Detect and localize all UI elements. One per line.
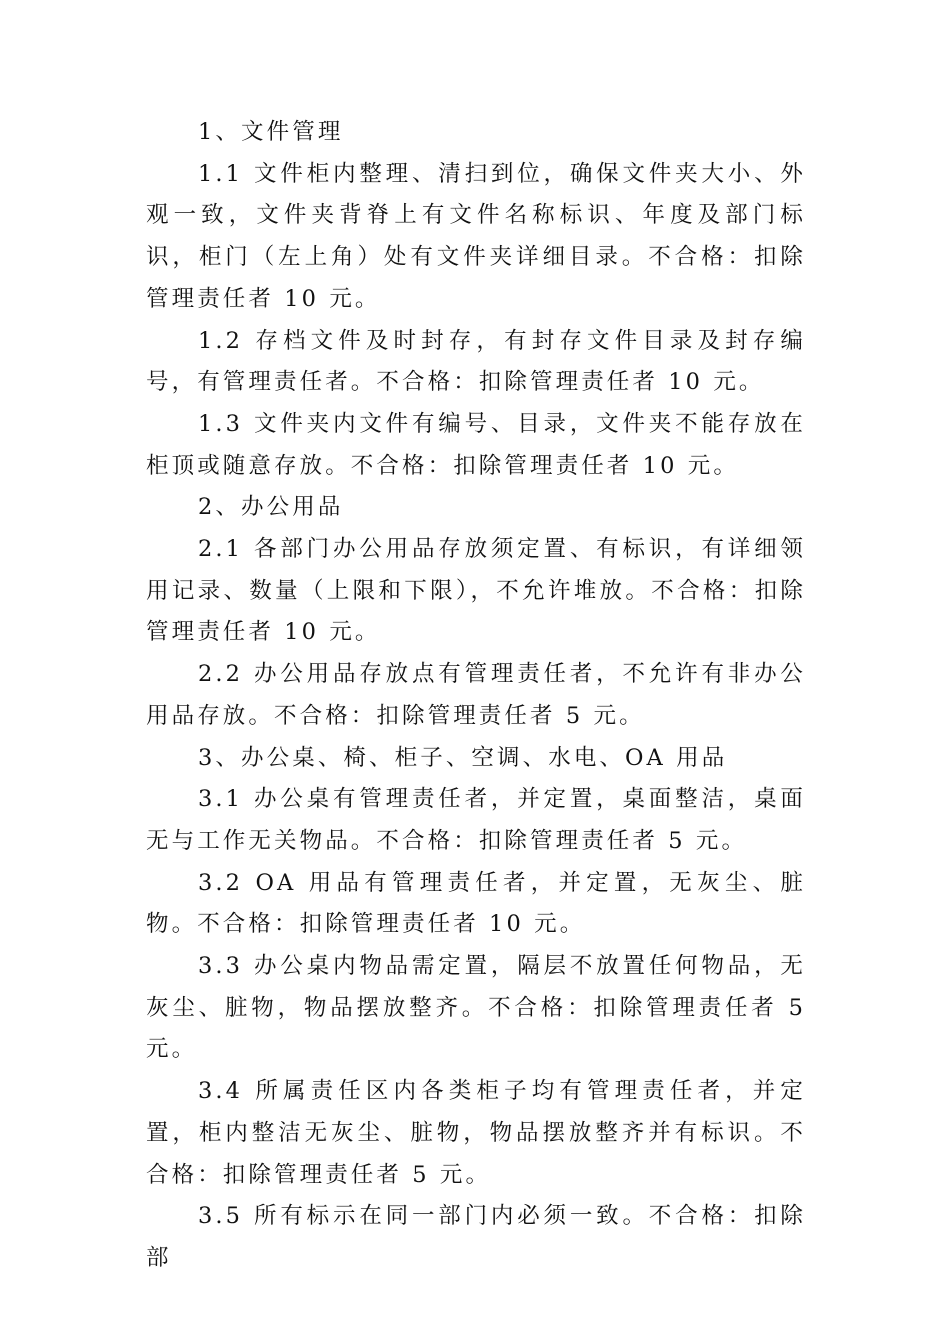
clause-3-2: 3.2 OA 用品有管理责任者，并定置，无灰尘、脏物。不合格：扣除管理责任者 10 元。 (146, 869, 806, 938)
clause-2-1: 2.1 各部门办公用品存放须定置、有标识，有详细领用记录、数量（上限和下限），不允许堆放。不合格：扣除管理责任者 10 元。 (146, 536, 806, 646)
clause-3-3: 3.3 办公桌内物品需定置，隔层不放置任何物品，无灰尘、脏物，物品摆放整齐。不合格：扣除管理责任者 5 元。 (146, 953, 806, 1063)
section-heading-2: 2、办公用品 (198, 494, 344, 521)
clause-3-4: 3.4 所属责任区内各类柜子均有管理责任者，并定置，柜内整洁无灰尘、脏物，物品摆放整齐并有标识。不合格：扣除管理责任者 5 元。 (146, 1078, 806, 1188)
section-heading-3: 3、办公桌、椅、柜子、空调、水电、OA 用品 (198, 744, 728, 771)
clause-1-1: 1.1 文件柜内整理、清扫到位，确保文件夹大小、外观一致，文件夹背脊上有文件名称标识、年度及部门标识，柜门（左上角）处有文件夹详细目录。不合格：扣除管理责任者 10 元。 (146, 160, 806, 312)
clause-3-5: 3.5 所有标示在同一部门内必须一致。不合格：扣除部 (146, 1203, 806, 1271)
clause-1-3: 1.3 文件夹内文件有编号、目录，文件夹不能存放在柜顶或随意存放。不合格：扣除管理责任者 10 元。 (146, 410, 806, 479)
section-heading-1: 1、文件管理 (198, 119, 344, 145)
clause-2-2: 2.2 办公用品存放点有管理责任者，不允许有非办公用品存放。不合格：扣除管理责任者 5 元。 (146, 661, 806, 729)
clause-1-2: 1.2 存档文件及时封存，有封存文件目录及封存编号，有管理责任者。不合格：扣除管理责任者 10 元。 (146, 327, 806, 396)
document-body (146, 112, 806, 1280)
clause-3-1: 3.1 办公桌有管理责任者，并定置，桌面整洁，桌面无与工作无关物品。不合格：扣除管理责任者 5 元。 (146, 786, 806, 854)
